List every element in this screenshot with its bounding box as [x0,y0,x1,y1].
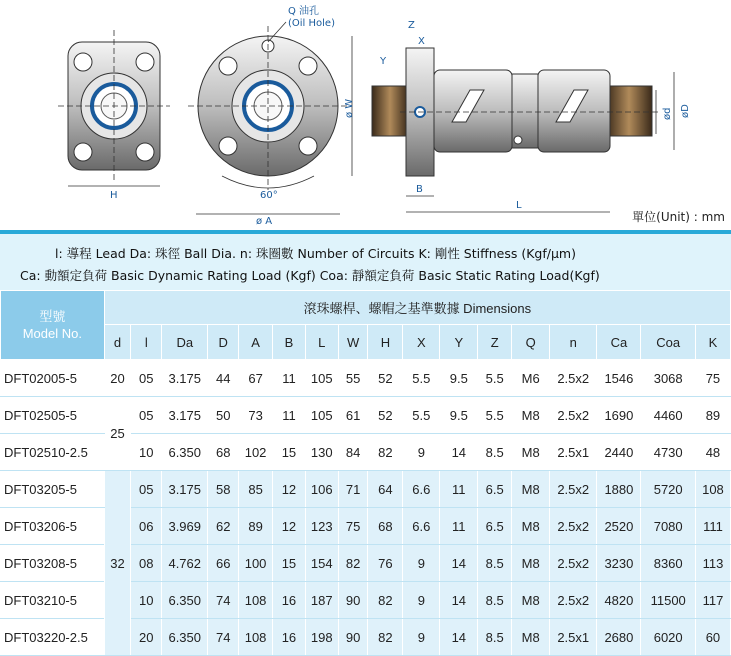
cell-h: 82 [368,434,403,471]
cell-q: M8 [512,434,550,471]
column-header-row [1,325,731,360]
column-header-ca: Ca [597,325,641,360]
cell-n: 2.5x1 [550,619,597,656]
cell-b: 16 [273,582,306,619]
oil-hole-label-cn: Q 油孔 [288,6,320,17]
cell-w: 71 [338,471,368,508]
cell-n: 2.5x2 [550,508,597,545]
cell-n: 2.5x1 [550,434,597,471]
cell-d: 74 [208,582,239,619]
legend-line-1: l: 導程 Lead Da: 珠徑 Ball Dia. n: 珠圈數 Number of Circuits K: 剛性 Stiffness (Kgf/μm) [55,246,576,261]
cell-l: 10 [131,434,162,471]
cell-y: 14 [440,582,478,619]
cell-w: 90 [338,582,368,619]
column-header-d: d [104,325,131,360]
cell-coa: 6020 [641,619,695,656]
model-cell: DFT03220-2.5 [1,619,105,656]
cell-n: 2.5x2 [550,582,597,619]
cell-da: 6.350 [162,582,208,619]
model-cell: DFT03205-5 [1,471,105,508]
cell-a: 102 [239,434,273,471]
table-row [1,471,731,508]
cell-y: 11 [440,471,478,508]
cell-q: M8 [512,619,550,656]
cell-a: 108 [239,619,273,656]
side-view [372,20,691,212]
cell-da: 3.969 [162,508,208,545]
cell-h: 82 [368,582,403,619]
cell-a: 108 [239,582,273,619]
cell-ca: 4820 [597,582,641,619]
dim-d-small-label: ød [662,107,673,120]
cell-ca: 2520 [597,508,641,545]
cell-w: 82 [338,545,368,582]
dim-a-label: ø A [256,216,273,227]
model-header [1,291,105,360]
cell-l: 08 [131,545,162,582]
cell-n: 2.5x2 [550,545,597,582]
cell-n: 2.5x2 [550,397,597,434]
dim-l-label: L [516,200,522,211]
table-row [1,360,731,397]
front-view-round [188,4,355,227]
model-cell: DFT02510-2.5 [1,434,105,471]
dim-h-label: H [110,190,118,201]
cell-d: 68 [208,434,239,471]
cell-da: 6.350 [162,619,208,656]
cell-b: 15 [273,545,306,582]
cell-a: 73 [239,397,273,434]
cell-coa: 8360 [641,545,695,582]
cell-k: 113 [695,545,730,582]
shaft-diameter-cell: 25 [104,397,131,471]
cell-y: 14 [440,545,478,582]
cell-y: 14 [440,619,478,656]
cell-d: 62 [208,508,239,545]
cell-l: 154 [305,545,338,582]
dimensions-header: 滾珠螺桿、螺帽之基準數據 Dimensions [104,291,730,325]
cell-z: 6.5 [478,471,512,508]
cell-l: 05 [131,360,162,397]
cell-b: 11 [273,397,306,434]
technical-drawing [0,0,731,230]
cell-ca: 1690 [597,397,641,434]
cell-d: 66 [208,545,239,582]
cell-h: 68 [368,508,403,545]
cell-l: 123 [305,508,338,545]
cell-x: 9 [403,619,440,656]
cell-n: 2.5x2 [550,471,597,508]
cell-k: 48 [695,434,730,471]
cell-x: 6.6 [403,508,440,545]
cell-x: 5.5 [403,360,440,397]
column-header-w: W [338,325,368,360]
cell-da: 3.175 [162,397,208,434]
column-header-da: Da [162,325,208,360]
dim-z-label: Z [408,20,415,31]
column-header-l: l [131,325,162,360]
cell-w: 90 [338,619,368,656]
cell-z: 6.5 [478,508,512,545]
cell-k: 111 [695,508,730,545]
cell-l: 20 [131,619,162,656]
front-view-small [58,30,170,201]
cell-z: 8.5 [478,619,512,656]
cell-b: 12 [273,508,306,545]
cell-b: 15 [273,434,306,471]
cell-q: M8 [512,545,550,582]
cell-d: 58 [208,471,239,508]
cell-q: M8 [512,397,550,434]
cell-w: 75 [338,508,368,545]
cell-coa: 5720 [641,471,695,508]
cell-l: 187 [305,582,338,619]
cell-coa: 4730 [641,434,695,471]
model-cell: DFT02005-5 [1,360,105,397]
cell-coa: 4460 [641,397,695,434]
cell-a: 85 [239,471,273,508]
cell-z: 8.5 [478,582,512,619]
cell-da: 4.762 [162,545,208,582]
shaft-diameter-cell: 20 [104,360,131,397]
model-cell: DFT03210-5 [1,582,105,619]
cell-z: 5.5 [478,360,512,397]
cell-l: 198 [305,619,338,656]
column-header-coa: Coa [641,325,695,360]
cell-q: M8 [512,508,550,545]
cell-k: 108 [695,471,730,508]
cell-a: 100 [239,545,273,582]
column-header-h: H [368,325,403,360]
cell-l: 130 [305,434,338,471]
cell-z: 8.5 [478,434,512,471]
spec-body [1,360,731,656]
cell-h: 52 [368,360,403,397]
cell-da: 3.175 [162,360,208,397]
model-cell: DFT02505-5 [1,397,105,434]
model-cell: DFT03208-5 [1,545,105,582]
model-cell: DFT03206-5 [1,508,105,545]
cell-w: 84 [338,434,368,471]
cell-y: 14 [440,434,478,471]
cell-d: 44 [208,360,239,397]
oil-hole-label-en: (Oil Hole) [288,18,335,29]
cell-q: M8 [512,471,550,508]
column-header-a: A [239,325,273,360]
cell-l: 105 [305,360,338,397]
cell-coa: 3068 [641,360,695,397]
table-row [1,397,731,434]
cell-ca: 1880 [597,471,641,508]
dim-w-label: ø W [344,98,355,118]
dim-y-label: Y [380,56,387,67]
cell-h: 64 [368,471,403,508]
cell-x: 9 [403,434,440,471]
cell-x: 6.6 [403,471,440,508]
cell-d: 74 [208,619,239,656]
legend-line-2: Ca: 動額定負荷 Basic Dynamic Rating Load (Kgf) Coa: 靜額定負荷 Basic Static Rating Load(Kgf) [20,268,600,283]
column-header-q: Q [512,325,550,360]
column-header-y: Y [440,325,478,360]
cell-l: 05 [131,397,162,434]
cell-h: 52 [368,397,403,434]
cell-n: 2.5x2 [550,360,597,397]
spec-table [0,290,731,656]
cell-y: 11 [440,508,478,545]
cell-b: 11 [273,360,306,397]
cell-k: 117 [695,582,730,619]
dim-b-label: B [416,184,423,195]
cell-l: 05 [131,471,162,508]
cell-q: M8 [512,582,550,619]
cell-q: M6 [512,360,550,397]
model-header-cn: 型號 [39,309,66,324]
cell-l: 105 [305,397,338,434]
column-header-l: L [305,325,338,360]
dim-angle-label: 60° [260,190,278,201]
dim-d-large-label: øD [680,104,691,118]
cell-z: 8.5 [478,545,512,582]
cell-coa: 11500 [641,582,695,619]
cell-ca: 2680 [597,619,641,656]
dim-x-label: X [418,36,425,47]
unit-label: 單位(Unit) : mm [632,210,725,224]
cell-w: 61 [338,397,368,434]
cell-l: 06 [131,508,162,545]
cell-da: 6.350 [162,434,208,471]
cell-b: 16 [273,619,306,656]
cell-coa: 7080 [641,508,695,545]
cell-h: 82 [368,619,403,656]
legend-box [0,230,731,290]
cell-a: 89 [239,508,273,545]
shaft-diameter-cell: 32 [104,471,131,656]
cell-a: 67 [239,360,273,397]
cell-ca: 3230 [597,545,641,582]
cell-ca: 1546 [597,360,641,397]
cell-h: 76 [368,545,403,582]
cell-y: 9.5 [440,360,478,397]
cell-x: 9 [403,582,440,619]
cell-w: 55 [338,360,368,397]
cell-l: 106 [305,471,338,508]
column-header-z: Z [478,325,512,360]
cell-k: 89 [695,397,730,434]
cell-k: 75 [695,360,730,397]
column-header-x: X [403,325,440,360]
cell-x: 9 [403,545,440,582]
cell-ca: 2440 [597,434,641,471]
cell-k: 60 [695,619,730,656]
cell-b: 12 [273,471,306,508]
model-header-en: Model No. [22,326,82,341]
cell-da: 3.175 [162,471,208,508]
cell-l: 10 [131,582,162,619]
cell-x: 5.5 [403,397,440,434]
cell-z: 5.5 [478,397,512,434]
column-header-k: K [695,325,730,360]
column-header-d: D [208,325,239,360]
cell-d: 50 [208,397,239,434]
column-header-b: B [273,325,306,360]
column-header-n: n [550,325,597,360]
cell-y: 9.5 [440,397,478,434]
